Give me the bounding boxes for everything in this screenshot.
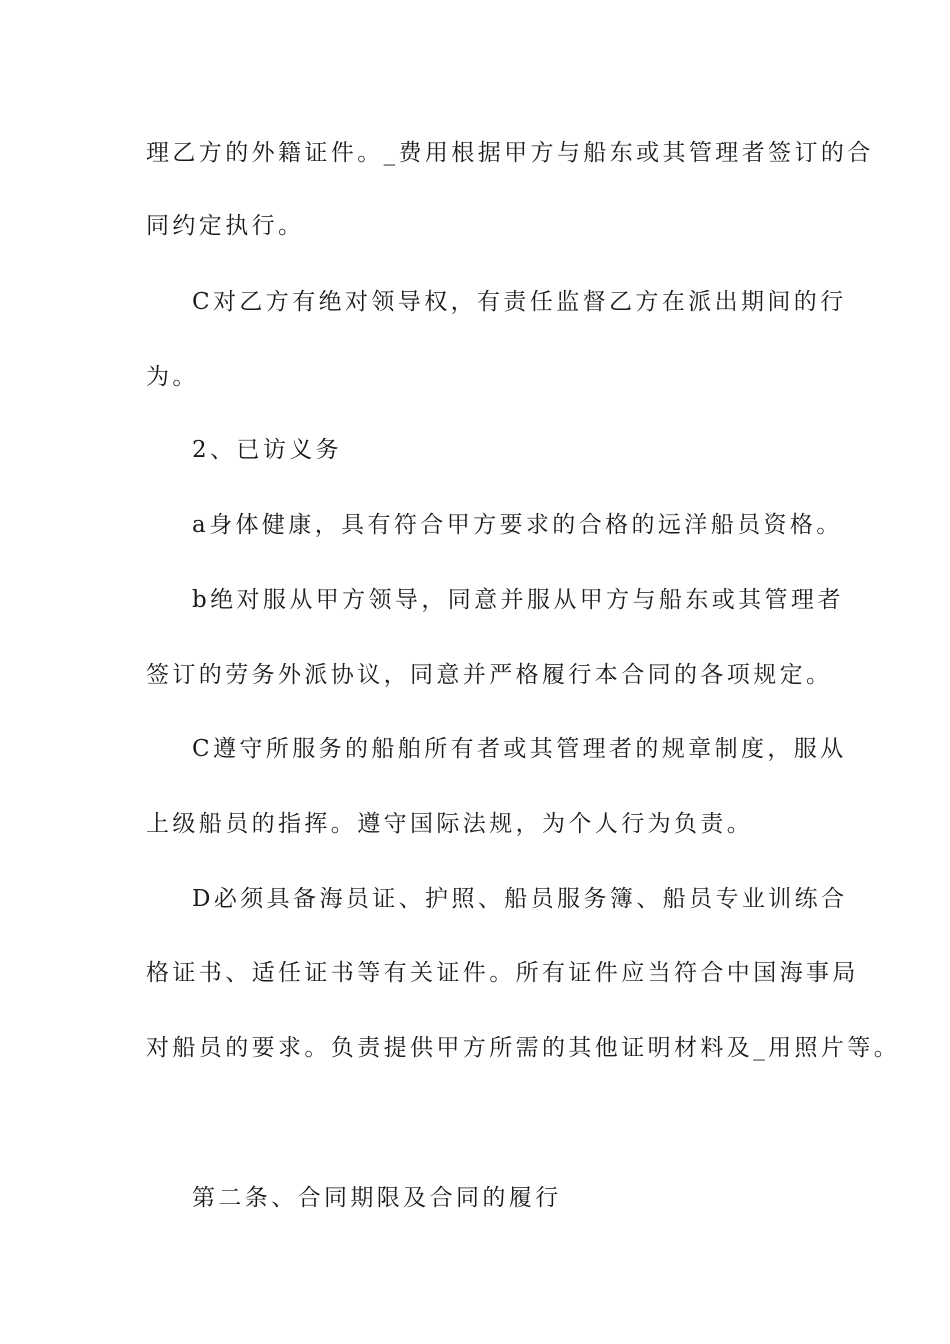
paragraph-line: D必须具备海员证、护照、船员服务簿、船员专业训练合 [192,886,848,912]
article-heading: 第二条、合同期限及合同的履行 [192,1185,562,1211]
paragraph-line: a身体健康，具有符合甲方要求的合格的远洋船员资格。 [192,512,843,538]
paragraph-line: 对船员的要求。负责提供甲方所需的其他证明材料及_用照片等。 [146,1035,901,1061]
paragraph-line: C对乙方有绝对领导权，有责任监督乙方在派出期间的行 [192,289,847,315]
paragraph-line: C遵守所服务的船舶所有者或其管理者的规章制度，服从 [192,736,847,762]
paragraph-line: b绝对服从甲方领导，同意并服从甲方与船东或其管理者 [192,587,844,613]
paragraph-line: 签订的劳务外派协议，同意并严格履行本合同的各项规定。 [146,662,833,688]
paragraph-line: 理乙方的外籍证件。_费用根据甲方与船东或其管理者签订的合 [146,140,874,166]
section-heading: 2、已访义务 [192,437,343,463]
paragraph-line: 格证书、适任证书等有关证件。所有证件应当符合中国海事局 [146,960,859,986]
paragraph-line: 为。 [146,364,199,390]
paragraph-line: 同约定执行。 [146,213,305,239]
paragraph-line: 上级船员的指挥。遵守国际法规，为个人行为负责。 [146,811,754,837]
